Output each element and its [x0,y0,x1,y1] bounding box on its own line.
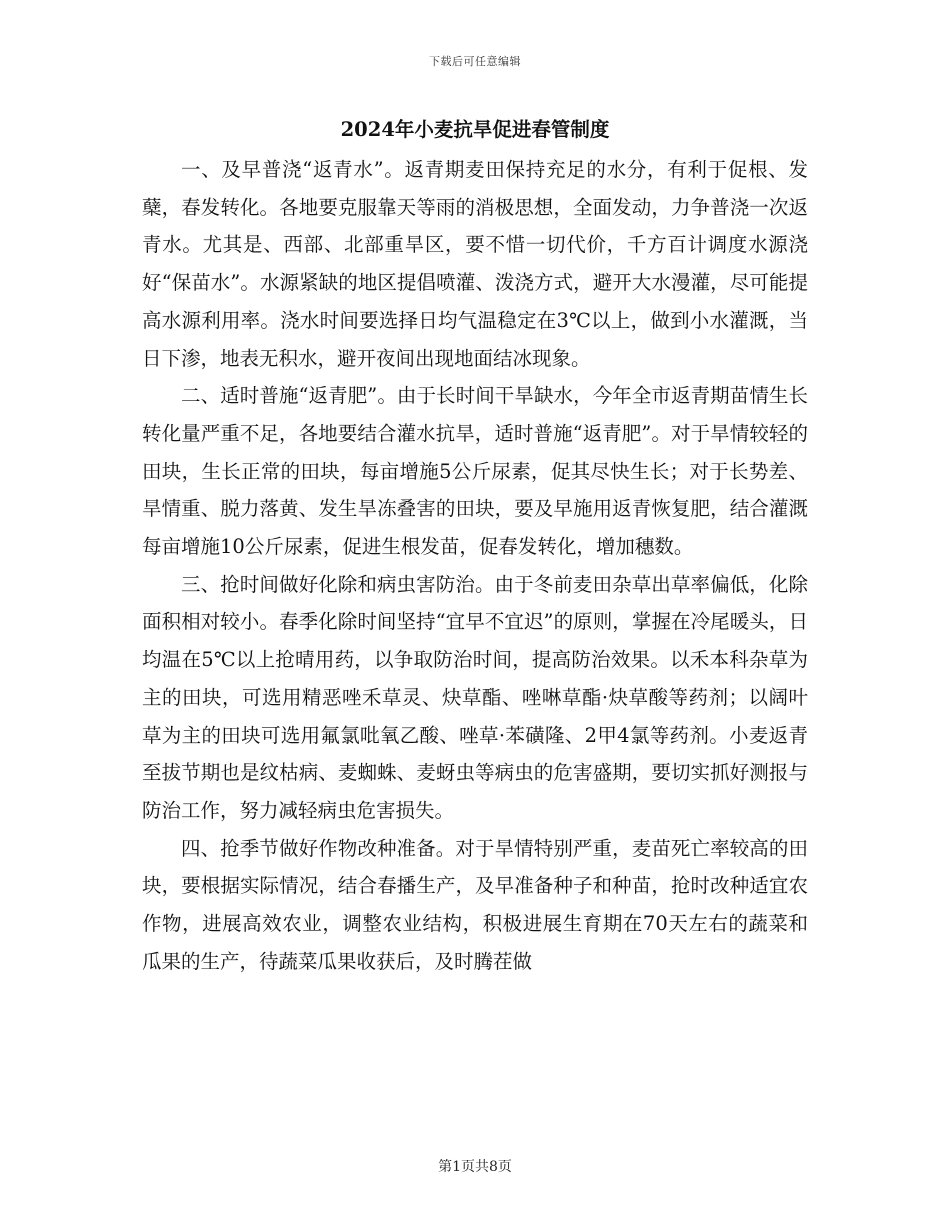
paragraph-2: 二、适时普施“返青肥”。由于长时间干旱缺水，今年全市返青期苗情生长转化量严重不足，各地要结合灌水抗旱，适时普施“返青肥”。对于旱情较轻的田块，生长正常的田块，每亩增施5公斤尿素，促其尽快生长；对于长势差、旱情重、脱力落黄、发生旱冻叠害的田块，要及早施用返青恢复肥，结合灌溉每亩增施10公斤尿素，促进生根发苗，促春发转化，增加穗数。 [142,384,808,559]
page-number: 第1页共8页 [438,1159,512,1175]
paragraph-3: 三、抢时间做好化除和病虫害防治。由于冬前麦田杂草出草率偏低，化除面积相对较小。春季化除时间坚持“宜早不宜迟”的原则，掌握在冷尾暖头，日均温在5℃以上抢晴用药，以争取防治时间，提高防治效果。以禾本科杂草为主的田块，可选用精恶唑禾草灵、炔草酯、唑啉草酯·炔草酸等药剂；以阔叶草为主的田块可选用氟氯吡氧乙酸、唑草·苯磺隆、2甲4氯等药剂。小麦返青至拔节期也是纹枯病、麦蜘蛛、麦蚜虫等病虫的危害盛期，要切实抓好测报与防治工作，努力减轻病虫危害损失。 [142,572,808,822]
document-body [142,151,808,980]
paragraph-4: 四、抢季节做好作物改种准备。对于旱情特别严重，麦苗死亡率较高的田块，要根据实际情况，结合春播生产，及早准备种子和种苗，抢时改种适宜农作物，进展高效农业，调整农业结构，积极进展生育期在70天左右的蔬菜和瓜果的生产，待蔬菜瓜果收获后，及时腾茬做 [142,836,808,973]
document-title: 2024年小麦抗旱促进春管制度 [340,118,610,141]
page-header-note: 下载后可任意编辑 [429,55,521,68]
paragraph-1: 一、及早普浇“返青水”。返青期麦田保持充足的水分，有利于促根、发蘖，春发转化。各地要克服靠天等雨的消极思想，全面发动，力争普浇一次返青水。尤其是、西部、北部重旱区，要不惜一切代价，千方百计调度水源浇好“保苗水”。水源紧缺的地区提倡喷灌、泼浇方式，避开大水漫灌，尽可能提高水源利用率。浇水时间要选择日均气温稳定在3℃以上，做到小水灌溉，当日下渗，地表无积水，避开夜间出现地面结冰现象。 [142,158,808,370]
